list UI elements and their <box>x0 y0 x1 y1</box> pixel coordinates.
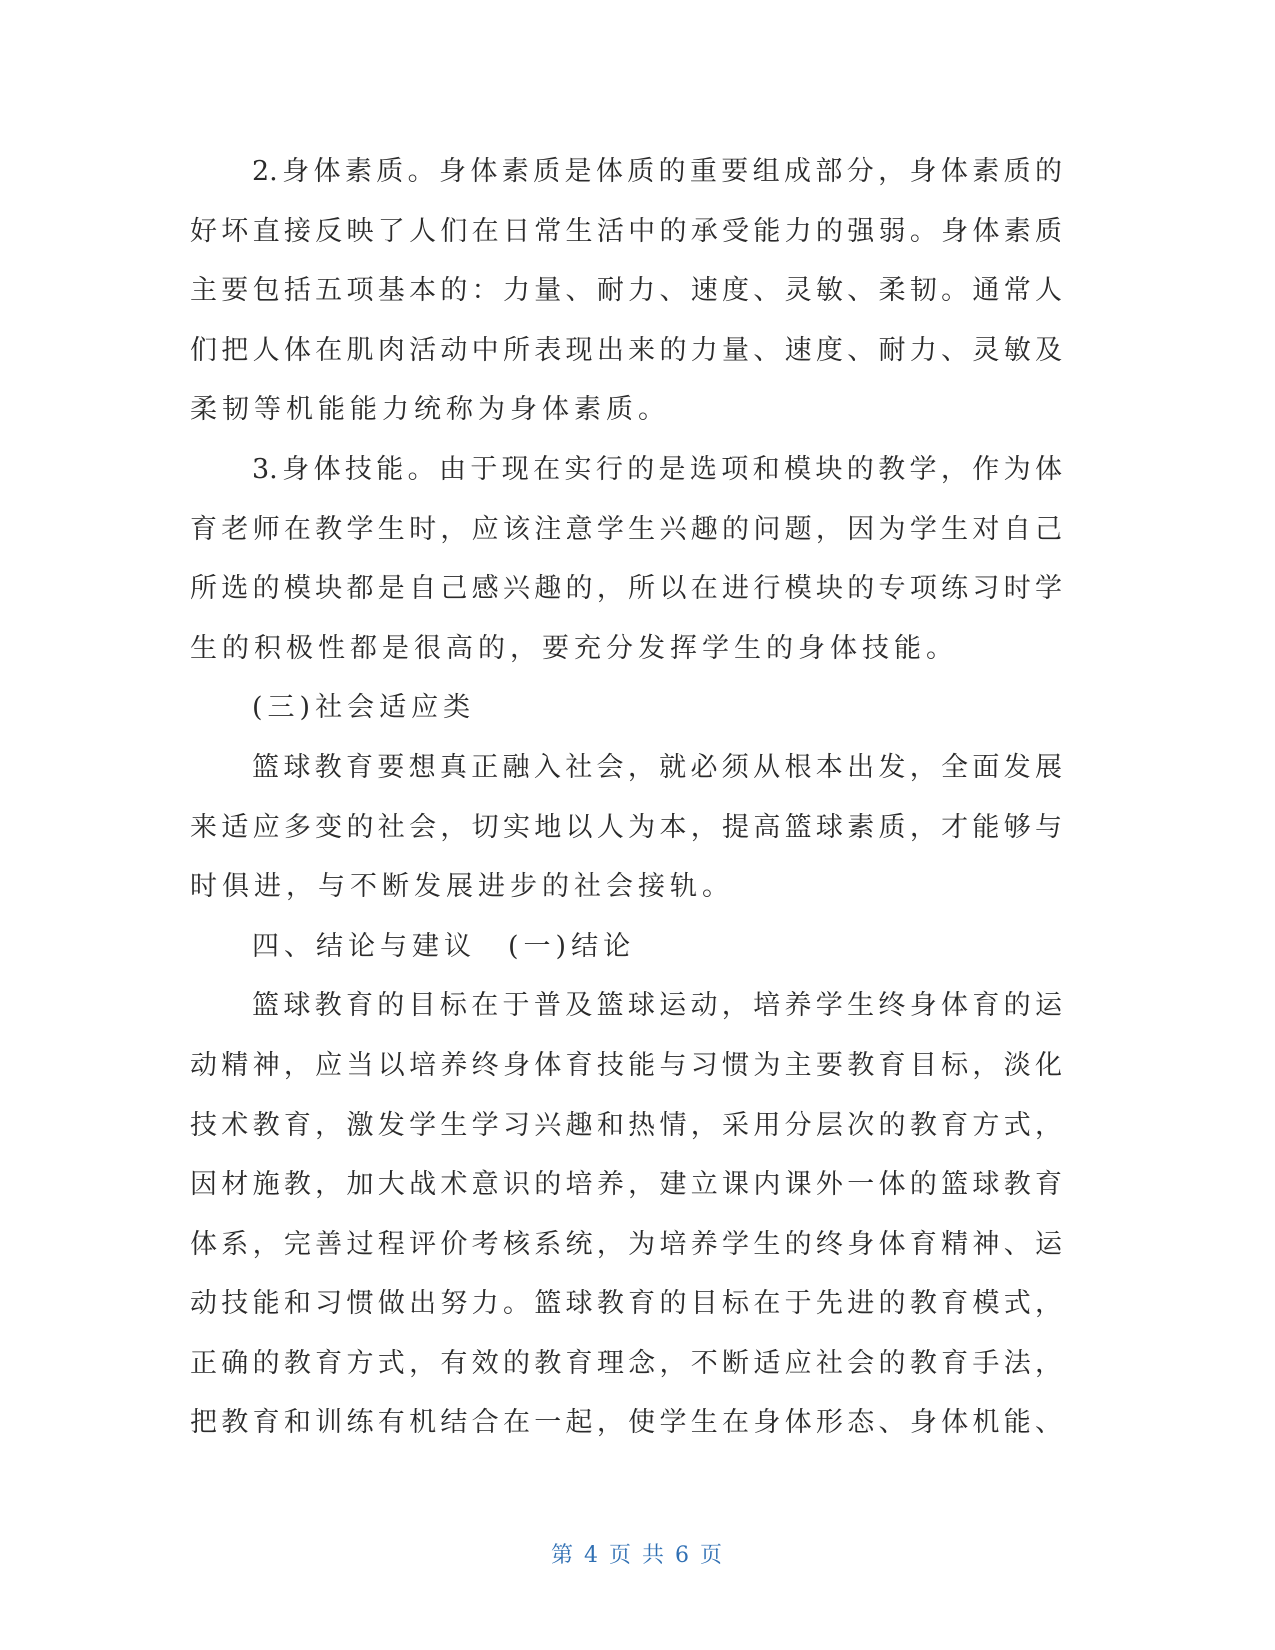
paragraph-physical-skill <box>190 440 1062 678</box>
text-line: 所选的模块都是自己感兴趣的，所以在进行模块的专项练习时学 <box>190 573 1062 605</box>
text-line: 来适应多变的社会，切实地以人为本，提高篮球素质，才能够与 <box>190 811 1062 843</box>
text-line: 2.身体素质。身体素质是体质的重要组成部分，身体素质的 <box>252 156 1062 187</box>
page-number-footer: 第 4 页 共 6 页 <box>551 1543 724 1568</box>
text-line: 育老师在教学生时，应该注意学生兴趣的问题，因为学生对自己 <box>190 513 1062 545</box>
text-line: 时俱进，与不断发展进步的社会接轨。 <box>190 871 734 903</box>
text-line: 篮球教育要想真正融入社会，就必须从根本出发，全面发展 <box>252 751 1062 783</box>
section-heading: (三)社会适应类 <box>252 692 476 724</box>
paragraph-conclusion <box>190 976 1062 1453</box>
text-line: 主要包括五项基本的：力量、耐力、速度、灵敏、柔韧。通常人 <box>190 275 1062 307</box>
text-line: 动技能和习惯做出努力。篮球教育的目标在于先进的教育模式， <box>190 1288 1062 1320</box>
text-line: 生的积极性都是很高的，要充分发挥学生的身体技能。 <box>190 632 958 664</box>
text-line: 因材施教，加大战术意识的培养，建立课内课外一体的篮球教育 <box>190 1169 1062 1201</box>
paragraph-physical-quality <box>190 142 1062 440</box>
text-line: 正确的教育方式，有效的教育理念，不断适应社会的教育手法， <box>190 1347 1062 1379</box>
text-line: 动精神，应当以培养终身体育技能与习惯为主要教育目标，淡化 <box>190 1049 1062 1081</box>
text-line: 体系，完善过程评价考核系统，为培养学生的终身体育精神、运 <box>190 1228 1062 1260</box>
text-line: 们把人体在肌肉活动中所表现出来的力量、速度、耐力、灵敏及 <box>190 334 1062 366</box>
text-line: 柔韧等机能能力统称为身体素质。 <box>190 394 670 426</box>
text-line: 好坏直接反映了人们在日常生活中的承受能力的强弱。身体素质 <box>190 215 1062 247</box>
paragraph-social <box>190 738 1062 917</box>
text-line: 把教育和训练有机结合在一起，使学生在身体形态、身体机能、 <box>190 1407 1062 1439</box>
text-line: 技术教育，激发学生学习兴趣和热情，采用分层次的教育方式， <box>190 1109 1062 1141</box>
text-line: 篮球教育的目标在于普及篮球运动，培养学生终身体育的运 <box>252 990 1062 1022</box>
section-heading: 四、结论与建议 (一)结论 <box>252 930 636 962</box>
text-line: 3.身体技能。由于现在实行的是选项和模块的教学，作为体 <box>252 453 1062 485</box>
document-body <box>190 142 1062 1453</box>
